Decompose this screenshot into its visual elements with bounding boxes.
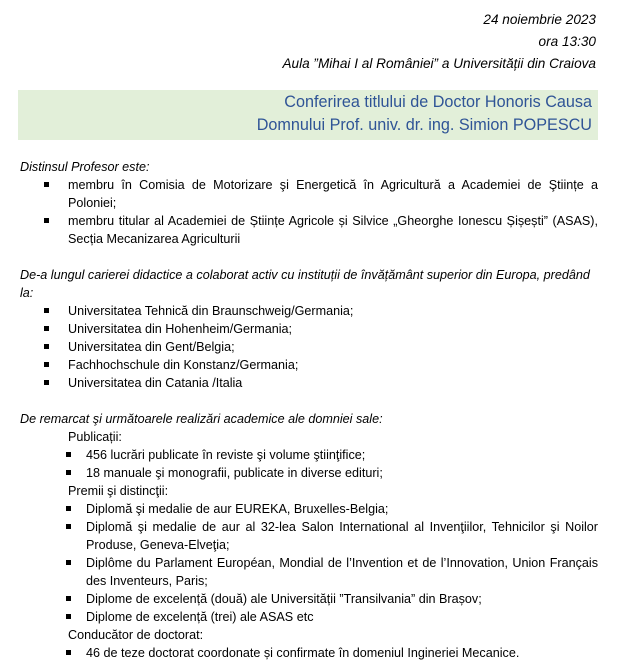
- banner-title: Conferirea titlului de Doctor Honoris Causa: [284, 93, 592, 111]
- list-item: 456 lucrări publicate în reviste şi volume ştiinţifice;: [20, 446, 598, 464]
- list-item: Diplomă şi medalie de aur al 32-lea Salon International al Invenţiilor, Tehnicilor şi Noilor Produse, Geneva-Elveţia;: [20, 518, 598, 554]
- list-item: Universitatea din Hohenheim/Germania;: [20, 320, 598, 338]
- list-item: Diplome de excelență (trei) ale ASAS etc: [20, 608, 598, 626]
- list-item: membru titular al Academiei de Științe Agricole și Silvice „Gheorghe Ionescu Șișești” (ASAS), Secția Mecanizarea Agriculturii: [20, 212, 598, 248]
- list-item: Universitatea Tehnică din Braunschweig/Germania;: [20, 302, 598, 320]
- section-memberships-intro: Distinsul Profesor este:: [20, 160, 150, 174]
- doctoral-label: Conducător de doctorat:: [68, 628, 204, 642]
- awards-list: [20, 500, 598, 626]
- list-item: Diplôme du Parlament Européan, Mondial de l’Invention et de l’Innovation, Union Français des Inventeurs, Paris;: [20, 554, 598, 590]
- event-header: [282, 9, 596, 75]
- section-achievements-intro: De remarcat şi următoarele realizări academice ale domniei sale:: [20, 412, 383, 426]
- section-teaching-intro: De-a lungul carierei didactice a colaborat activ cu instituții de învățământ superior din Europa, predând la:: [20, 268, 590, 300]
- event-time: ora 13:30: [538, 34, 596, 49]
- list-item: Diplome de excelență (două) ale Universității ”Transilvania” din Brașov;: [20, 590, 598, 608]
- title-banner: [18, 90, 598, 140]
- list-item: Diplomă şi medalie de aur EUREKA, Bruxelles-Belgia;: [20, 500, 598, 518]
- universities-list: [20, 302, 598, 392]
- banner-honoree: Domnului Prof. univ. dr. ing. Simion POPESCU: [256, 116, 592, 134]
- publications-list: [20, 446, 598, 482]
- event-date: 24 noiembrie 2023: [483, 12, 596, 27]
- list-item: Fachhochschule din Konstanz/Germania;: [20, 356, 598, 374]
- list-item: 46 de teze doctorat coordonate și confirmate în domeniul Ingineriei Mecanice.: [20, 644, 598, 662]
- list-item: Universitatea din Catania /Italia: [20, 374, 598, 392]
- memberships-list: [20, 176, 598, 248]
- list-item: 18 manuale şi monografii, publicate in diverse edituri;: [20, 464, 598, 482]
- doctoral-list: [20, 644, 598, 662]
- event-location: Aula ”Mihai I al României” a Universității din Craiova: [282, 56, 596, 71]
- list-item: Universitatea din Gent/Belgia;: [20, 338, 598, 356]
- document-body: [20, 158, 598, 662]
- publications-label: Publicații:: [68, 430, 122, 444]
- list-item: membru în Comisia de Motorizare şi Energetică în Agricultură a Academiei de Ştiințe a Poloniei;: [20, 176, 598, 212]
- awards-label: Premii şi distincţii:: [68, 484, 169, 498]
